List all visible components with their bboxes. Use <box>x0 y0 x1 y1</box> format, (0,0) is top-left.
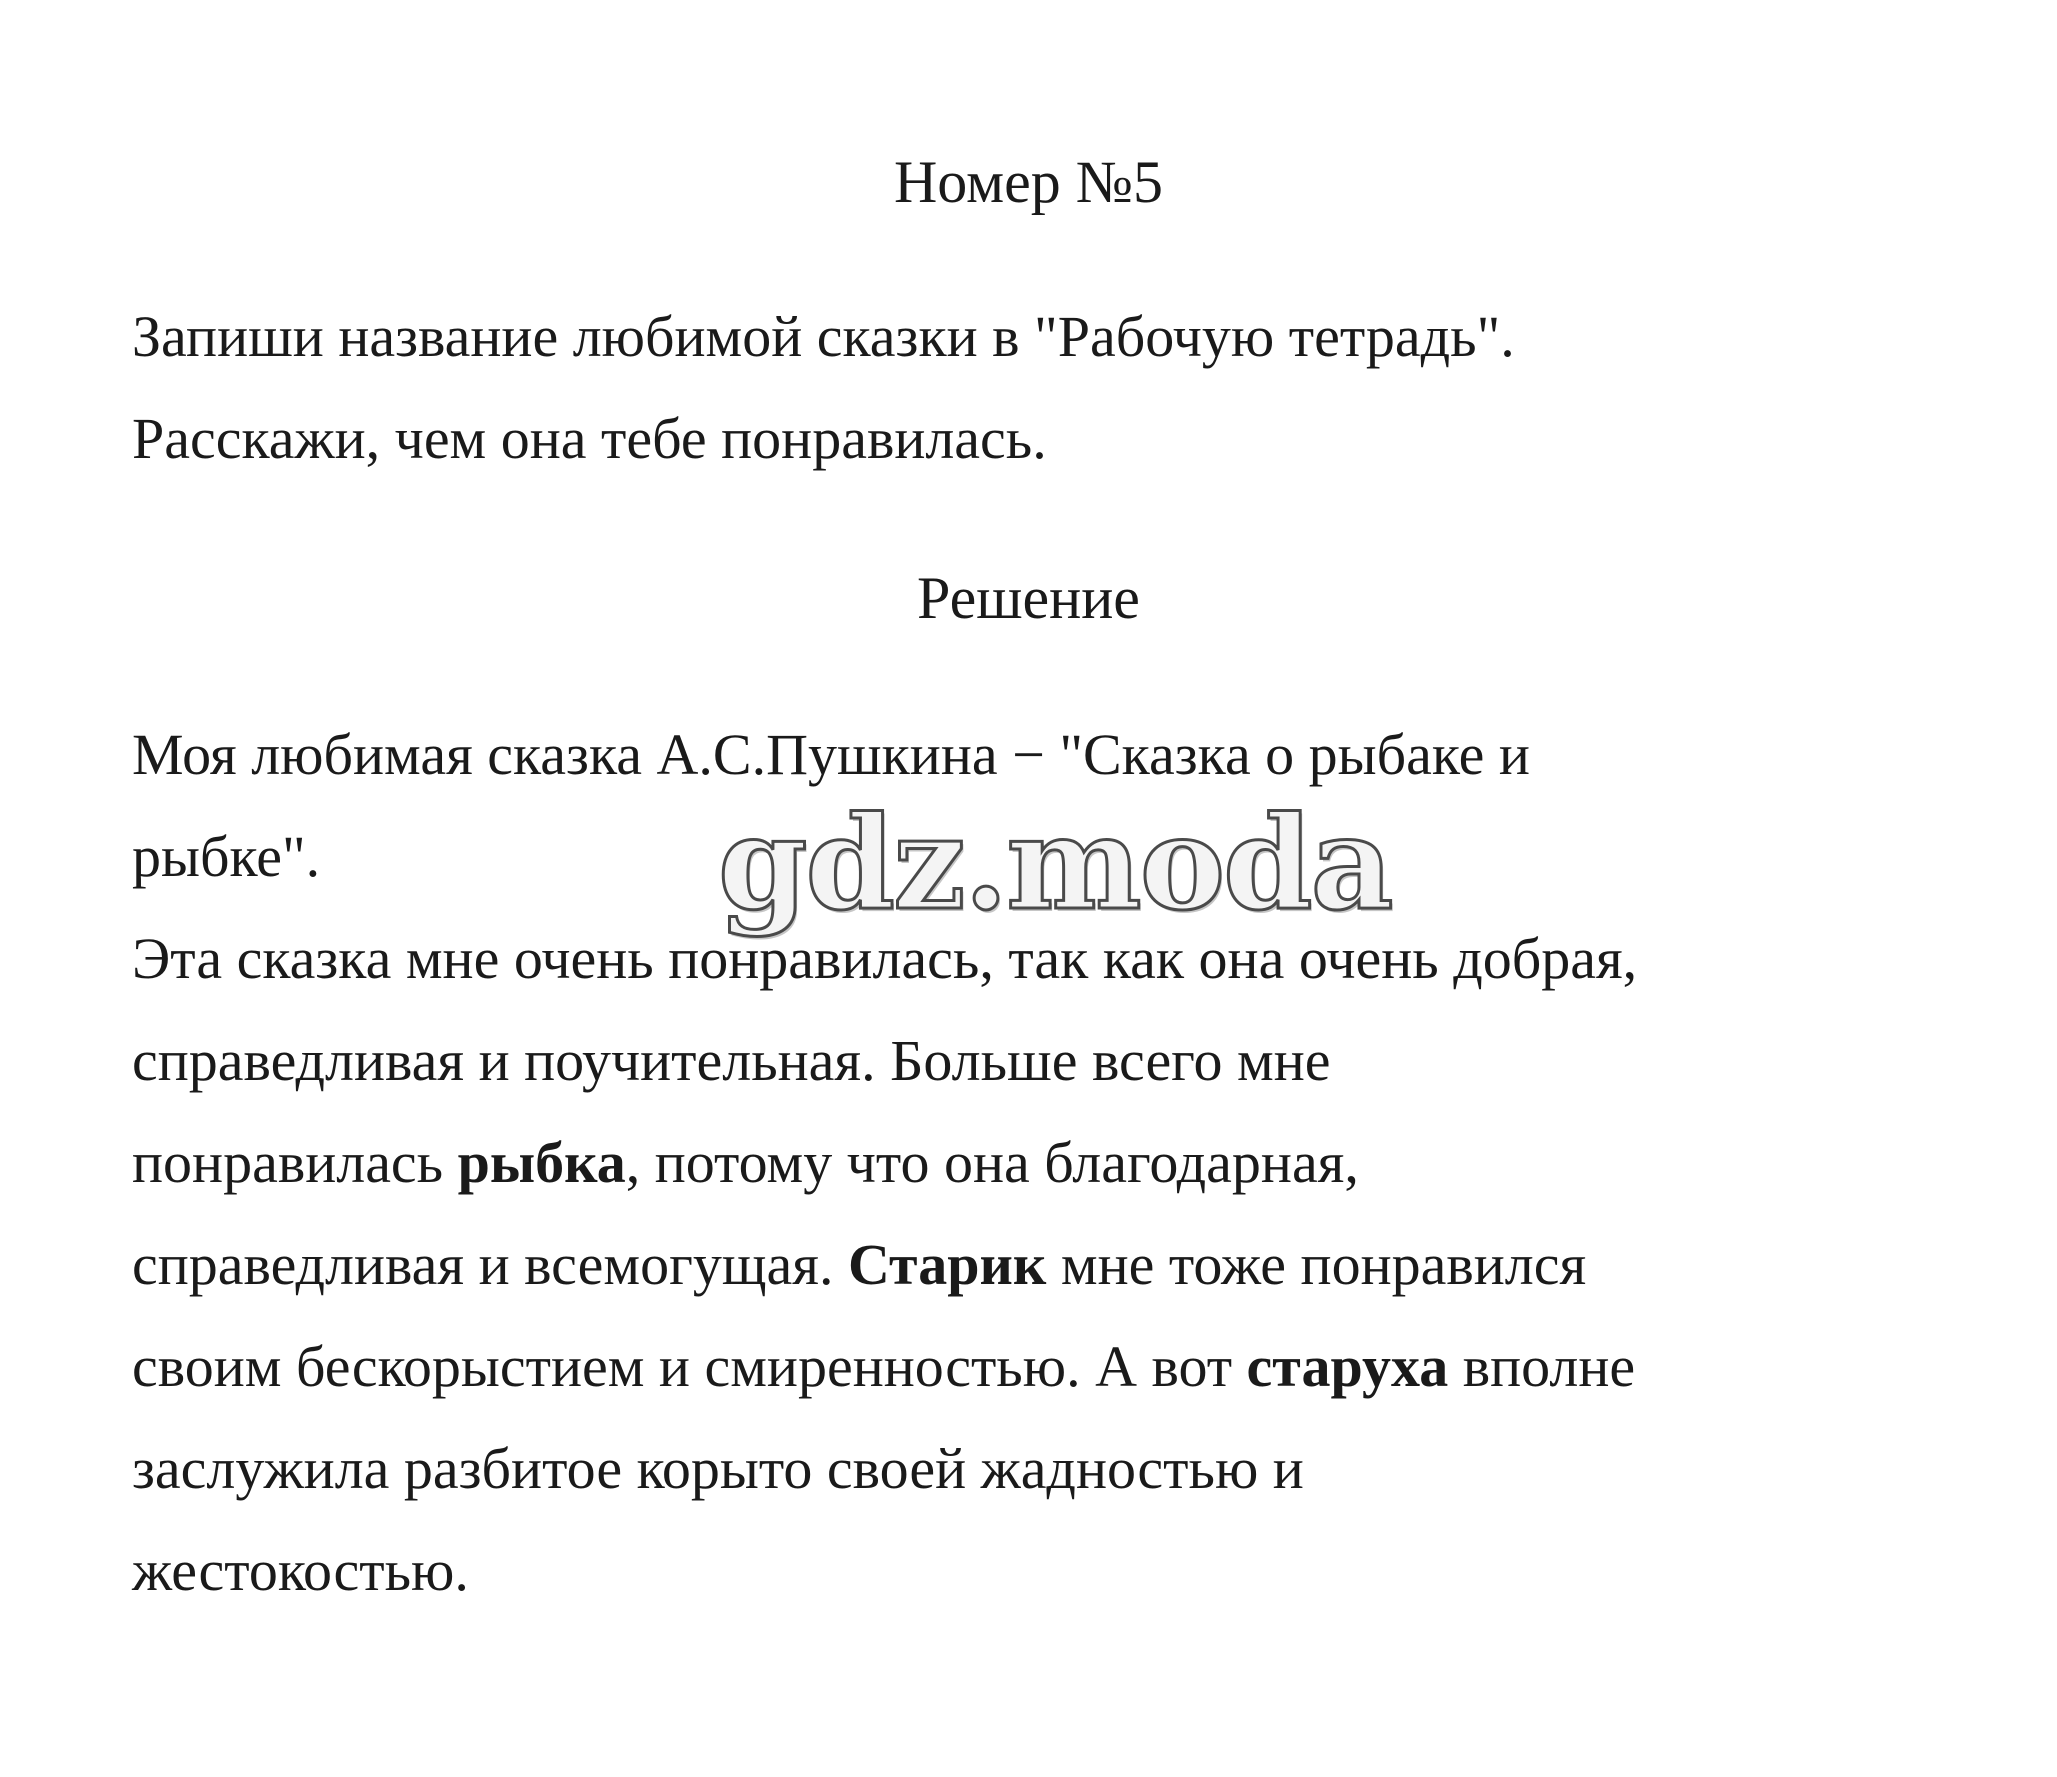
task-prompt-line-1: Запиши название любимой сказки в "Рабочую тетрадь". <box>132 304 1515 369</box>
solution-line-5 <box>132 1130 1359 1195</box>
solution-line-6-text: справедливая и всемогущая. <box>132 1232 848 1297</box>
solution-line-3: Эта сказка мне очень понравилась, так как она очень добрая, <box>132 926 1638 991</box>
bold-word-starukha: старуха <box>1246 1334 1449 1399</box>
bold-word-rybka: рыбка <box>457 1130 626 1195</box>
solution-line-6 <box>132 1232 1587 1297</box>
solution-line-1: Моя любимая сказка А.С.Пушкина − "Сказка о рыбаке и <box>132 722 1530 787</box>
solution-heading: Решение <box>917 565 1140 631</box>
solution-line-8: заслужила разбитое корыто своей жадностью и <box>132 1436 1304 1501</box>
watermark-logo: gdz.moda <box>718 789 1392 939</box>
solution-line-2: рыбке". <box>132 824 321 889</box>
solution-line-6-rest: мне тоже понравился <box>1046 1232 1587 1297</box>
solution-line-7-rest: вполне <box>1448 1334 1636 1399</box>
solution-line-9: жестокостью. <box>132 1538 469 1603</box>
solution-line-4: справедливая и поучительная. Больше всего мне <box>132 1028 1331 1093</box>
task-prompt-line-2: Расскажи, чем она тебе понравилась. <box>132 406 1047 471</box>
solution-line-5-rest: , потому что она благодарная, <box>625 1130 1359 1195</box>
solution-line-5-text: понравилась <box>132 1130 458 1195</box>
solution-line-7-text: своим бескорыстием и смиренностью. А вот <box>132 1334 1247 1399</box>
task-title: Номер №5 <box>893 149 1164 215</box>
solution-line-7 <box>132 1334 1636 1399</box>
bold-word-starik: Старик <box>847 1232 1047 1297</box>
